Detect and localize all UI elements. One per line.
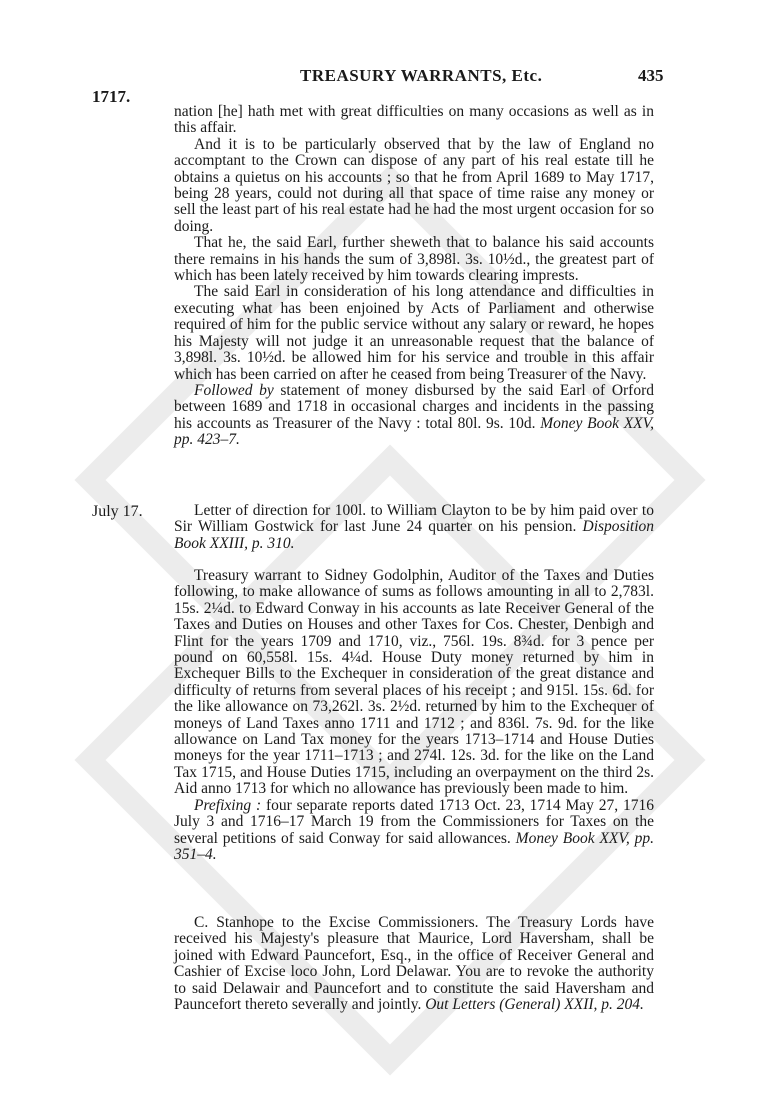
source-reference: Money Book XXV, pp. 423–7.: [174, 414, 654, 449]
page-number: 435: [638, 66, 664, 85]
source-reference: Money Book XXV, pp. 351–4.: [174, 829, 654, 863]
paragraph: [174, 383, 654, 449]
paragraph: And it is to be particularly observed that by the law of England no accomptant to the Crown can dispose of any part of his real estate till he obtains a quietus on his accounts ; so that he from April 1689 to May 1717, being 28 years, could not during all that space of time raise any money or sell the least part of his real estate had he had the most urgent occasion for so doing.: [174, 135, 654, 235]
paragraph: [174, 503, 654, 552]
statement-text: statement of money disbursed by the said Earl of Orford between 1689 and 1718 in occasional charges and incidents in the passing his accounts as Treasurer of the Navy : total 80l. 9s. 10d.: [174, 381, 654, 432]
prefixing-text: four separate reports dated 1713 Oct. 23, 1714 May 27, 1716 July 3 and 1716–17 March 19 from the Commissioners for Taxes on the several petitions of said Conway for said allowances.: [174, 796, 654, 847]
paragraph: [174, 798, 654, 864]
source-reference: Out Letters (General) XXII, p. 204.: [425, 996, 644, 1014]
entry-clayton: [174, 503, 654, 552]
paragraph: Treasury warrant to Sidney Godolphin, Auditor of the Taxes and Duties following, to make allowance of sums as follows amounting in all to 2,783l. 15s. 2¼d. to Edward Conway in his accounts as late Receiver General of the Taxes and Duties on Houses and other Taxes for Cos. Chester, Denbigh and Flint for the years 1709 and 1710, viz., 756l. 19s. 8¾d. for 3 pence per pound on 60,558l. 15s. 4¼d. House Duty money returned by him in Exchequer Bills to the Exchequer in consideration of the great distance and difficulty of returns from several places of his receipt ; and 915l. 15s. 6d. for the like allowance on 73,262l. 3s. 2½d. returned by him to the Exchequer of moneys of Land Taxes anno 1711 and 1712 ; and 836l. 7s. 9d. for the like allowance on Land Tax money for the years 1713–1714 and House Duties moneys for the year 1711–1713 ; and 274l. 12s. 3d. for the like on the Land Tax 1715, and House Duties 1715, including an overpayment on the third 2s. Aid anno 1713 for which no allowance has previously been made to him.: [174, 567, 654, 798]
entry-godolphin: [174, 568, 654, 863]
margin-year: 1717.: [92, 87, 131, 106]
petition-continuation: [174, 104, 654, 449]
paragraph: That he, the said Earl, further sheweth that to balance his said accounts there remains in his hands the sum of 3,898l. 3s. 10½d., the greatest part of which has been lately received by him towards clearing imprests.: [174, 234, 654, 285]
entry-stanhope: [174, 915, 654, 1013]
paragraph: nation [he] hath met with great difficulties on many occasions as well as in this affair.: [174, 103, 654, 137]
entry-date: July 17.: [92, 503, 143, 520]
running-title: TREASURY WARRANTS, Etc.: [300, 66, 543, 85]
followed-by-label: Followed by: [194, 381, 274, 399]
entry-text: C. Stanhope to the Excise Commissioners. The Treasury Lords have received his Majesty's pleasure that Maurice, Lord Haversham, shall be joined with Edward Pauncefort, Esq., in the office of Receiver General and Cashier of Excise loco John, Lord Delawar. You are to revoke the authority to said Delawair and Pauncefort and to constitute the said Haversham and Pauncefort thereto severally and jointly.: [174, 914, 654, 1014]
paragraph: The said Earl in consideration of his long attendance and difficulties in executing what has been enjoined by Acts of Parliament and otherwise required of him for the public service without any salary or reward, he hopes his Majesty will not judge it an unreasonable request that the balance of 3,898l. 3s. 10½d. be allowed him for his service and trouble in this affair which has been carried on after he ceased from being Treasurer of the Navy.: [174, 283, 654, 383]
source-reference: Disposition Book XXIII, p. 310.: [174, 518, 654, 552]
prefixing-label: Prefixing :: [194, 796, 262, 814]
entry-text: Letter of direction for 100l. to William Clayton to be by him paid over to Sir William Gostwick for last June 24 quarter on his pension.: [174, 502, 654, 536]
paragraph: [174, 915, 654, 1013]
